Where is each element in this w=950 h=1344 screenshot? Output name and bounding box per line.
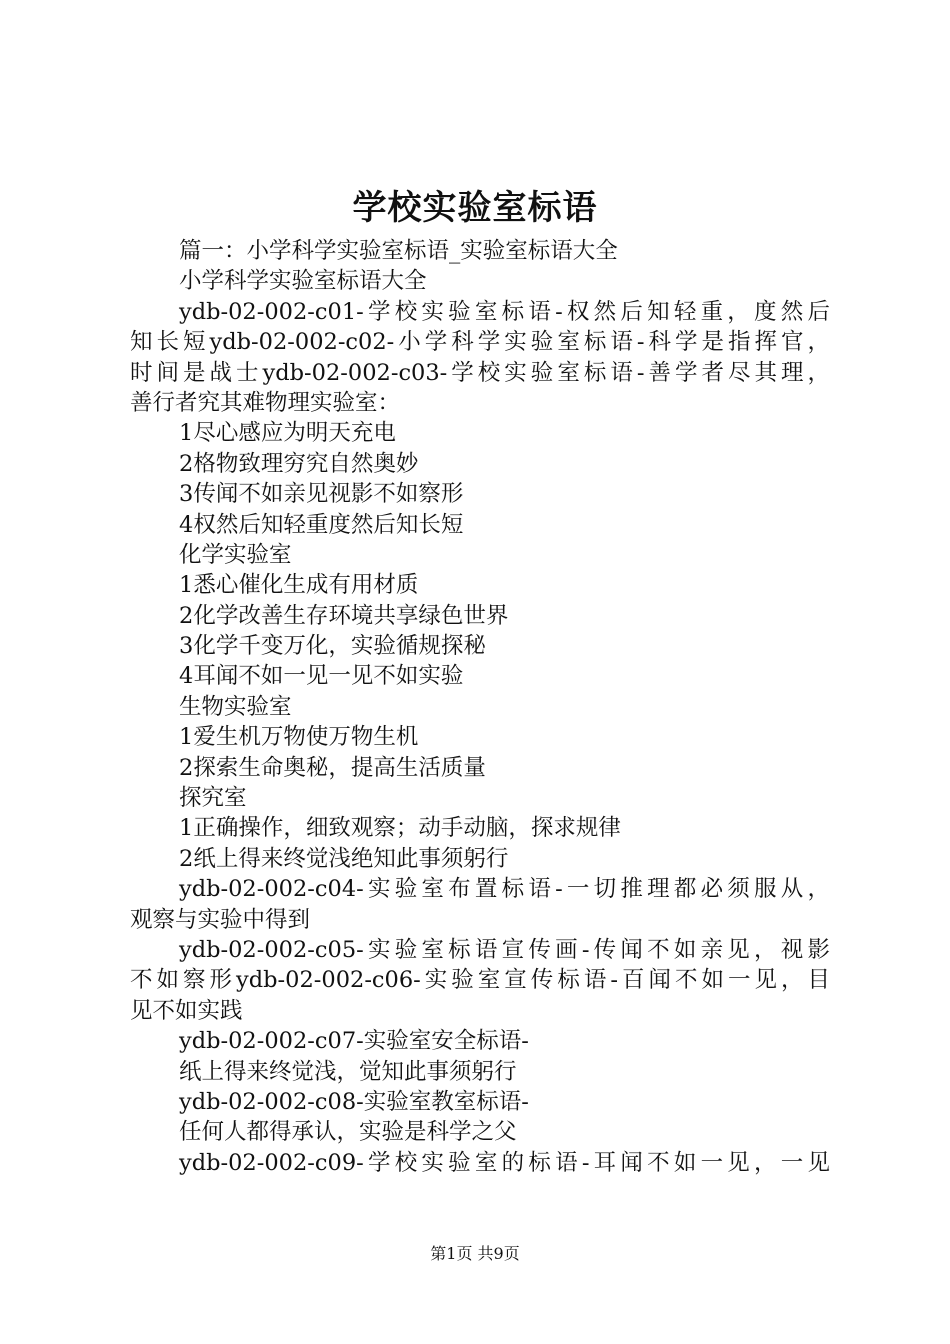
text-line: 时间是战士ydb-02-002-c03-学校实验室标语-善学者尽其理，	[130, 359, 830, 386]
text-line: 1尽心感应为明天充电	[179, 420, 396, 447]
text-line: ydb-02-002-c08-实验室教室标语-	[179, 1088, 529, 1115]
text-line: 生物实验室	[179, 693, 292, 720]
text-line: ydb-02-002-c05-实验室标语宣传画-传闻不如亲见，视影	[179, 936, 830, 963]
text-line: 2化学改善生存环境共享绿色世界	[179, 602, 509, 629]
text-line: 篇一：小学科学实验室标语_实验室标语大全	[179, 238, 618, 264]
page-footer: 第1页 共9页	[430, 1244, 520, 1263]
text-line: 3传闻不如亲见视影不如察形	[179, 481, 464, 508]
text-line: 纸上得来终觉浅，觉知此事须躬行	[179, 1058, 517, 1085]
text-line: 3化学千变万化，实验循规探秘	[179, 633, 486, 660]
text-line: ydb-02-002-c04-实验室布置标语-一切推理都必须服从，	[179, 876, 830, 903]
text-line: 化学实验室	[179, 541, 292, 568]
text-line: 1悉心催化生成有用材质	[179, 572, 419, 599]
text-line: 2格物致理穷究自然奥妙	[179, 450, 419, 477]
text-line: 见不如实践	[130, 997, 243, 1024]
document-title: 学校实验室标语	[352, 188, 598, 228]
text-line: 2纸上得来终觉浅绝知此事须躬行	[179, 845, 509, 872]
text-line: 1爱生机万物使万物生机	[179, 724, 419, 751]
document-body	[130, 236, 830, 1178]
text-line: 善行者究其难物理实验室：	[130, 389, 401, 416]
text-line: 4权然后知轻重度然后知长短	[179, 511, 464, 538]
text-line: 任何人都得承认，实验是科学之父	[179, 1119, 517, 1146]
text-line: 小学科学实验室标语大全	[179, 268, 427, 295]
text-line: ydb-02-002-c01-学校实验室标语-权然后知轻重，度然后	[179, 298, 830, 325]
text-line: ydb-02-002-c09-学校实验室的标语-耳闻不如一见，一见	[179, 1149, 830, 1176]
text-line: 不如察形ydb-02-002-c06-实验室宣传标语-百闻不如一见，目	[130, 967, 830, 994]
text-line: 探究室	[179, 785, 247, 812]
text-line: ydb-02-002-c07-实验室安全标语-	[179, 1028, 529, 1055]
text-line: 观察与实验中得到	[130, 906, 311, 933]
text-line: 2探索生命奥秘，提高生活质量	[179, 754, 486, 781]
text-line: 知长短ydb-02-002-c02-小学科学实验室标语-科学是指挥官，	[130, 329, 830, 356]
text-line: 1正确操作，细致观察；动手动脑，探求规律	[179, 815, 621, 842]
text-line: 4耳闻不如一见一见不如实验	[179, 663, 464, 690]
